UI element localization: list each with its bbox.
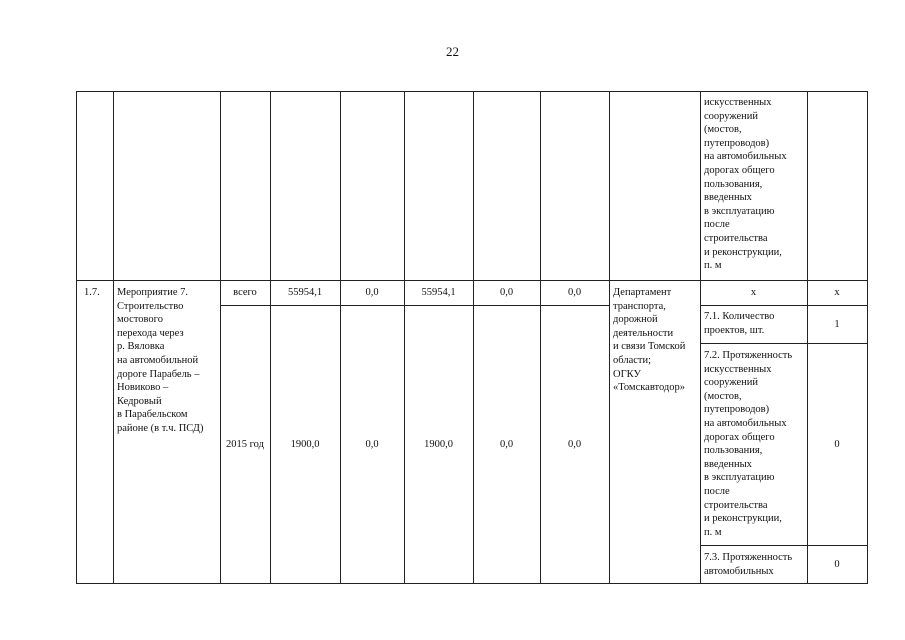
year-value-1: 1900,0 — [290, 439, 320, 450]
column-divider — [270, 91, 271, 584]
row-number: 1.7. — [84, 287, 100, 298]
column-divider — [540, 91, 541, 584]
column-divider — [473, 91, 474, 584]
indicator-name: 7.3. Протяженность автомобильных — [704, 552, 793, 577]
column-divider — [807, 91, 808, 584]
row-divider — [76, 280, 868, 281]
column-divider — [113, 91, 114, 584]
year-value-5: 0,0 — [567, 439, 582, 450]
row-divider — [700, 305, 868, 306]
column-divider — [609, 91, 610, 584]
year-value-4: 0,0 — [499, 439, 514, 450]
total-value-2: 0,0 — [365, 287, 379, 298]
column-divider — [404, 91, 405, 584]
indicator-value: 0 — [834, 559, 840, 570]
year-value-3: 1900,0 — [424, 439, 453, 450]
indicator-name: 7.2. Протяженность искусственных сооружений (мостов, путепроводов) на автомобильных дорогах общего пользования, введенных в эксплуатацию после строительства и реконструкции, п. м — [704, 350, 793, 538]
column-divider — [220, 91, 221, 584]
indicator-value: 1 — [834, 319, 840, 330]
column-divider — [700, 91, 701, 584]
table-border-left — [76, 91, 77, 584]
row-divider — [220, 305, 609, 306]
table-border-right — [867, 91, 868, 584]
total-value-1: 55954,1 — [287, 287, 323, 298]
year-value-2: 0,0 — [365, 439, 379, 450]
total-value-4: 0,0 — [499, 287, 514, 298]
total-value-5: 0,0 — [567, 287, 582, 298]
indicator-value: 0 — [834, 439, 840, 450]
indicator-value: х — [834, 287, 840, 298]
table-border-bottom — [76, 583, 868, 584]
row-divider — [700, 343, 868, 344]
period-year: 2015 год — [226, 439, 264, 450]
measure-name: Мероприятие 7. Строительство мостового перехода через р. Вяловка на автомобильной дороге Парабель – Новиково – Кедровый в Парабельском районе (в т.ч. ПСД) — [117, 287, 204, 434]
total-value-3: 55954,1 — [421, 287, 456, 298]
continued-indicator-text: искусственных сооружений (мостов, путепроводов) на автомобильных дорогах общего пользования, введенных в эксплуатацию после строительства и реконструкции, п. м — [704, 97, 787, 272]
table-border-top — [76, 91, 868, 92]
indicator-name: х — [750, 287, 757, 298]
period-total: всего — [233, 287, 257, 298]
executor: Департамент транспорта, дорожной деятельности и связи Томской области; ОГКУ «Томскавтодор» — [613, 287, 686, 394]
page-number: 22 — [446, 44, 459, 59]
row-divider — [700, 545, 868, 546]
column-divider — [340, 91, 341, 584]
indicator-name: 7.1. Количество проектов, шт. — [704, 311, 775, 336]
